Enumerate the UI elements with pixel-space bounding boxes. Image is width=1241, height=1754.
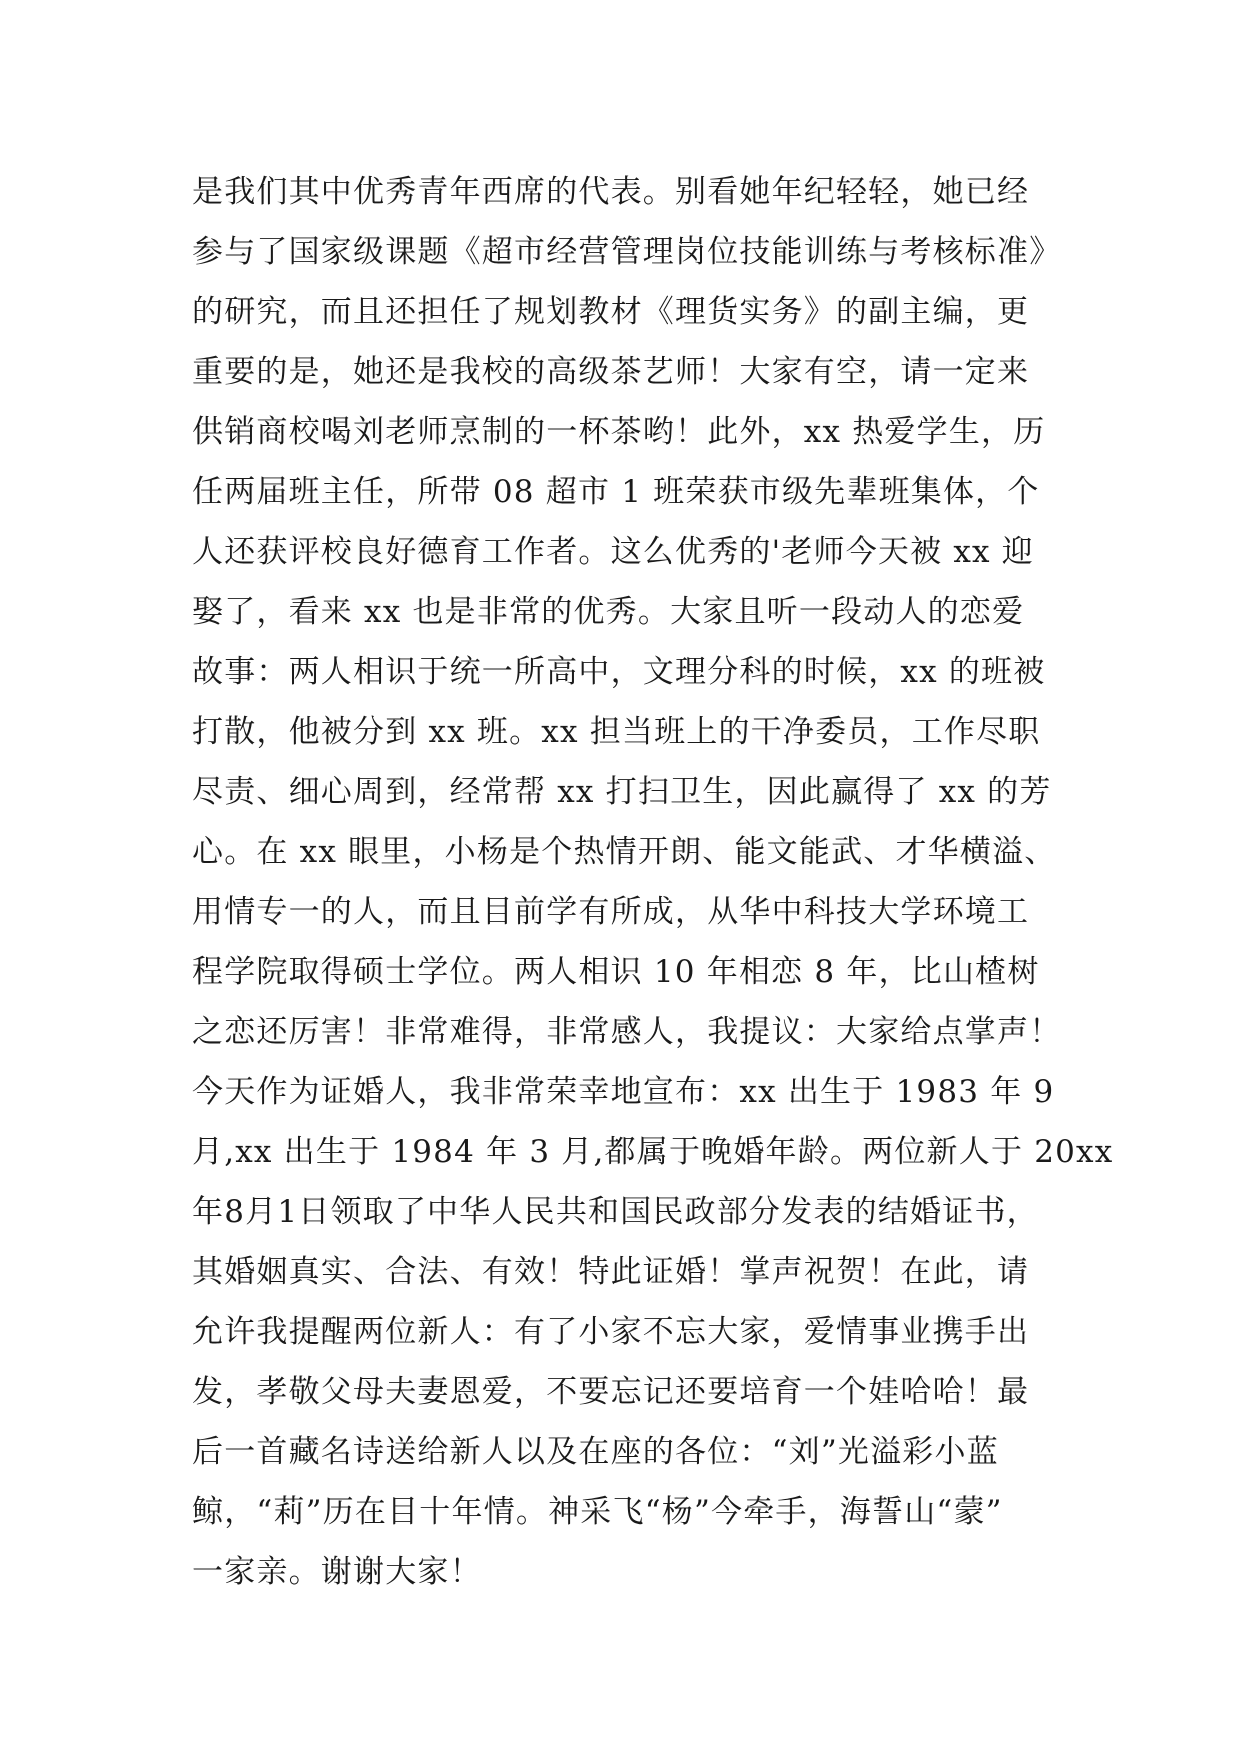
text-line: 之恋还厉害！非常难得，非常感人，我提议：大家给点掌声！ (192, 1014, 1062, 1050)
text-line: 心。在 xx 眼里，小杨是个热情开朗、能文能武、才华横溢、 (192, 834, 1057, 870)
text-line: 人还获评校良好德育工作者。这么优秀的'老师今天被 xx 迎 (192, 534, 1034, 570)
text-line: 年8月1日领取了中华人民共和国民政部分发表的结婚证书， (192, 1194, 1039, 1230)
text-line: 今天作为证婚人，我非常荣幸地宣布：xx 出生于 1983 年 9 (192, 1074, 1055, 1110)
text-line: 程学院取得硕士学位。两人相识 10 年相恋 8 年，比山楂树 (192, 954, 1040, 990)
text-line: 参与了国家级课题《超市经营管理岗位技能训练与考核标准》 (192, 234, 1062, 270)
text-line: 是我们其中优秀青年西席的代表。别看她年纪轻轻，她已经 (192, 174, 1030, 210)
text-line: 尽责、细心周到，经常帮 xx 打扫卫生，因此赢得了 xx 的芳 (192, 774, 1052, 810)
text-line: 允许我提醒两位新人：有了小家不忘大家，爱情事业携手出 (192, 1314, 1030, 1350)
text-line: 后一首藏名诗送给新人以及在座的各位：“刘”光溢彩小蓝 (192, 1434, 999, 1470)
text-line: 供销商校喝刘老师烹制的一杯茶哟！此外，xx 热爱学生，历 (192, 414, 1046, 450)
text-line: 的研究，而且还担任了规划教材《理货实务》的副主编，更 (192, 294, 1030, 330)
text-line: 其婚姻真实、合法、有效！特此证婚！掌声祝贺！在此，请 (192, 1254, 1030, 1290)
text-line: 鲸，“莉”历在目十年情。神采飞“杨”今牵手，海誓山“蒙” (192, 1494, 1003, 1530)
text-line: 重要的是，她还是我校的高级茶艺师！大家有空，请一定来 (192, 354, 1030, 390)
text-line: 娶了，看来 xx 也是非常的优秀。大家且听一段动人的恋爱 (192, 594, 1025, 630)
text-line: 故事：两人相识于统一所高中，文理分科的时候，xx 的班被 (192, 654, 1046, 690)
text-line: 发，孝敬父母夫妻恩爱，不要忘记还要培育一个娃哈哈！最 (192, 1374, 1030, 1410)
text-line: 一家亲。谢谢大家！ (192, 1554, 482, 1590)
text-line: 打散，他被分到 xx 班。xx 担当班上的干净委员，工作尽职 (192, 714, 1041, 750)
text-line: 月,xx 出生于 1984 年 3 月,都属于晚婚年龄。两位新人于 20xx (192, 1134, 1114, 1170)
text-line: 用情专一的人，而且目前学有所成，从华中科技大学环境工 (192, 894, 1030, 930)
text-line: 任两届班主任，所带 08 超市 1 班荣获市级先辈班集体，个 (192, 474, 1040, 510)
speech-text (192, 162, 1114, 1602)
